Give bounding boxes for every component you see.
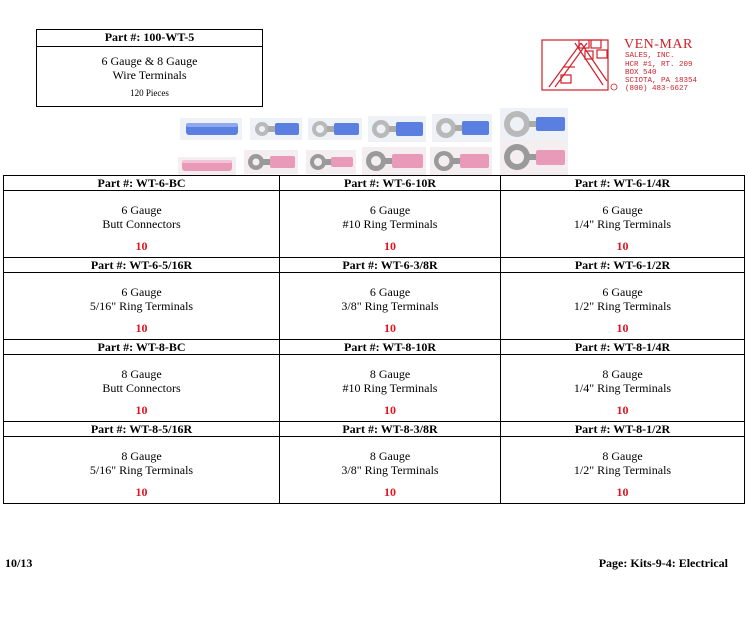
quantity: 10 [135, 239, 148, 253]
quantity: 10 [384, 403, 396, 417]
part-number-cell: Part #: WT-6-5/16R [4, 258, 280, 273]
terminal-type: 5/16" Ring Terminals [89, 463, 194, 477]
part-number-cell: Part #: WT-8-10R [280, 340, 501, 355]
part-number-cell: Part #: WT-8-1/2R [501, 422, 745, 437]
blue-butt-connector-image [180, 118, 242, 140]
logo-subtitle: SALES, INC. [625, 52, 675, 60]
part-number-cell: Part #: WT-6-1/2R [501, 258, 745, 273]
pink-ring-terminal-half-image [500, 140, 568, 175]
blue-ring-terminal-quarter-image [308, 118, 362, 140]
logo-company-name: VEN-MAR [624, 37, 693, 52]
terminal-type: 5/16" Ring Terminals [89, 299, 194, 313]
terminal-type: 1/2" Ring Terminals [573, 299, 672, 313]
kit-part-box [36, 29, 263, 107]
pink-ring-terminal-5-16-image [362, 147, 426, 175]
part-detail-cell [501, 437, 745, 504]
terminal-type: 3/8" Ring Terminals [341, 463, 439, 477]
part-number-cell: Part #: WT-8-1/4R [501, 340, 745, 355]
gauge-label: 6 Gauge [121, 203, 162, 217]
part-detail-cell [4, 355, 280, 422]
table-header-row [4, 340, 745, 355]
terminal-type: 1/2" Ring Terminals [573, 463, 672, 477]
terminal-type: Butt Connectors [102, 381, 181, 395]
part-detail-cell [501, 273, 745, 340]
table-header-row [4, 176, 745, 191]
pink-ring-terminal-3-8-image [430, 147, 492, 175]
part-number-cell: Part #: WT-6-1/4R [501, 176, 745, 191]
terminal-type: Butt Connectors [102, 217, 181, 231]
table-header-row [4, 422, 745, 437]
logo-phone: (800) 483-6627 [625, 85, 689, 93]
part-detail-cell [280, 191, 501, 258]
part-detail-cell [4, 437, 280, 504]
part-detail-cell [501, 191, 745, 258]
gauge-label: 6 Gauge [369, 203, 411, 217]
pink-ring-terminal-quarter-image [306, 150, 356, 174]
logo-address-line1: HCR #1, RT. 209 [625, 61, 693, 69]
part-number-cell: Part #: WT-8-5/16R [4, 422, 280, 437]
part-number-cell: Part #: WT-8-3/8R [280, 422, 501, 437]
kit-piece-count: 120 Pieces [130, 88, 169, 98]
kit-part-number: Part #: 100-WT-5 [37, 30, 262, 47]
terminal-type: 1/4" Ring Terminals [573, 217, 672, 231]
quantity: 10 [616, 485, 629, 499]
part-number-cell: Part #: WT-8-BC [4, 340, 280, 355]
gauge-label: 8 Gauge [602, 367, 643, 381]
gauge-label: 6 Gauge [121, 285, 162, 299]
part-detail-cell [4, 191, 280, 258]
gauge-label: 6 Gauge [602, 203, 643, 217]
kit-description-line2: Wire Terminals [112, 68, 187, 82]
table-header-row [4, 258, 745, 273]
quantity: 10 [135, 321, 148, 335]
quantity: 10 [135, 485, 148, 499]
gauge-label: 6 Gauge [602, 285, 643, 299]
pink-ring-terminal-10-image [244, 150, 298, 174]
part-detail-cell [501, 355, 745, 422]
terminal-type: #10 Ring Terminals [342, 217, 438, 231]
quantity: 10 [616, 239, 629, 253]
quantity: 10 [616, 321, 629, 335]
parts-table [3, 175, 745, 504]
gauge-label: 8 Gauge [369, 367, 411, 381]
gauge-label: 8 Gauge [602, 449, 643, 463]
part-detail-cell [280, 273, 501, 340]
kit-description-line1: 6 Gauge & 8 Gauge [101, 54, 198, 68]
blue-ring-terminal-3-8-image [432, 114, 492, 142]
logo-address-line2: BOX 540 [625, 69, 657, 77]
terminal-type: 1/4" Ring Terminals [573, 381, 672, 395]
quantity: 10 [616, 403, 629, 417]
quantity: 10 [384, 239, 396, 253]
part-detail-cell [4, 273, 280, 340]
gauge-label: 6 Gauge [369, 285, 411, 299]
gauge-label: 8 Gauge [369, 449, 411, 463]
part-number-cell: Part #: WT-6-BC [4, 176, 280, 191]
blue-ring-terminal-10-image [250, 118, 302, 140]
table-row [4, 355, 745, 422]
blue-ring-terminal-5-16-image [368, 116, 426, 142]
table-row [4, 273, 745, 340]
quantity: 10 [384, 485, 396, 499]
logo-mark-icon [541, 37, 619, 93]
quantity: 10 [384, 321, 396, 335]
gauge-label: 8 Gauge [121, 449, 162, 463]
page-count: 10/13 [5, 556, 33, 570]
pink-butt-connector-image [178, 157, 236, 175]
page-label: Page: Kits-9-4: Electrical [598, 556, 728, 570]
terminal-type: 3/8" Ring Terminals [341, 299, 439, 313]
part-detail-cell [280, 437, 501, 504]
logo-address-line3: SCIOTA, PA 18354 [625, 77, 698, 85]
blue-ring-terminal-half-image [500, 108, 568, 140]
company-logo [541, 37, 711, 95]
table-row [4, 437, 745, 504]
part-detail-cell [280, 355, 501, 422]
table-row [4, 191, 745, 258]
part-number-cell: Part #: WT-6-3/8R [280, 258, 501, 273]
gauge-label: 8 Gauge [121, 367, 162, 381]
terminal-type: #10 Ring Terminals [342, 381, 438, 395]
quantity: 10 [135, 403, 148, 417]
part-number-cell: Part #: WT-6-10R [280, 176, 501, 191]
